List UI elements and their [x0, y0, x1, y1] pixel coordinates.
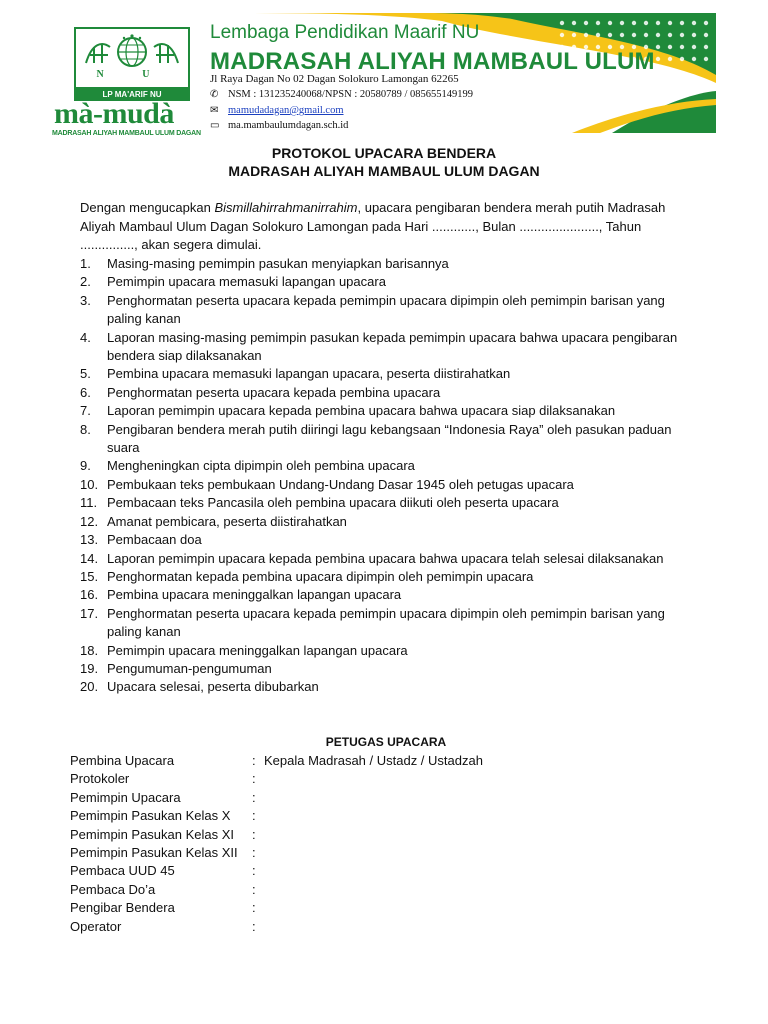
list-item	[80, 660, 700, 678]
email-icon: ✉	[210, 105, 219, 116]
step-text: Masing-masing pemimpin pasukan menyiapkan barisannya	[107, 256, 449, 271]
step-text: Penghormatan peserta upacara kepada pemimpin upacara dipimpin oleh pemimpin barisan yang paling kanan	[107, 605, 665, 640]
list-item	[80, 457, 700, 475]
institution-name: Lembaga Pendidikan Maarif NU	[210, 22, 480, 43]
step-number: 7.	[80, 403, 91, 419]
list-item	[80, 292, 700, 329]
list-item	[80, 402, 700, 420]
step-number: 5.	[80, 366, 91, 382]
intro-italic: Bismillahirrahmanirrahim	[214, 200, 358, 215]
role-colon: :	[252, 900, 256, 916]
letterhead	[52, 13, 716, 137]
list-item	[80, 255, 700, 273]
list-item	[80, 273, 700, 291]
list-item	[80, 678, 700, 696]
list-item	[80, 513, 700, 531]
step-number: 10.	[80, 476, 99, 492]
step-text: Pembacaan doa	[107, 532, 202, 548]
step-number: 9.	[80, 458, 91, 474]
contact-email	[210, 105, 344, 116]
role-label: Pemimpin Pasukan Kelas XII	[70, 844, 238, 860]
step-number: 11.	[80, 495, 98, 511]
role-colon: :	[252, 771, 256, 787]
step-text: Pemimpin upacara memasuki lapangan upacara	[107, 274, 386, 290]
step-number: 4.	[80, 329, 91, 345]
list-item	[80, 329, 700, 366]
list-item	[80, 550, 700, 568]
list-item	[80, 568, 700, 586]
step-number: 6.	[80, 384, 91, 400]
step-number: 15.	[80, 568, 99, 584]
role-label: Pengibar Bendera	[70, 900, 175, 916]
school-name: MADRASAH ALIYAH MAMBAUL ULUM	[210, 48, 655, 75]
step-number: 17.	[80, 605, 99, 621]
role-label: Pemimpin Pasukan Kelas XI	[70, 826, 235, 842]
step-number: 18.	[80, 642, 99, 658]
web-icon: ▭	[210, 120, 220, 131]
role-colon: :	[252, 863, 256, 879]
list-item	[80, 421, 700, 458]
step-text: Penghormatan kepada pembina upacara dipimpin oleh pemimpin upacara	[107, 568, 534, 584]
step-number: 8.	[80, 421, 91, 437]
step-text: Pengibaran bendera merah putih diiringi lagu kebangsaan “Indonesia Raya” oleh pasukan paduan suara	[107, 421, 672, 456]
step-text: Pembukaan teks pembukaan Undang-Undang Dasar 1945 oleh petugas upacara	[107, 476, 574, 492]
role-label: Pemimpin Pasukan Kelas X	[70, 808, 231, 824]
role-label: Operator	[70, 918, 122, 934]
list-item	[80, 531, 700, 549]
role-colon: :	[252, 918, 256, 934]
step-number: 2.	[80, 274, 91, 290]
document-title	[0, 144, 768, 180]
list-item	[80, 384, 700, 402]
role-label: Pembaca UUD 45	[70, 863, 175, 879]
step-text: Mengheningkan cipta dipimpin oleh pembina upacara	[107, 458, 415, 474]
step-number: 16.	[80, 587, 99, 603]
role-colon: :	[252, 826, 256, 842]
role-colon: :	[252, 844, 256, 860]
website-text: ma.mambaulumdagan.sch.id	[228, 120, 349, 131]
step-number: 13.	[80, 532, 99, 548]
role-label: Pemimpin Upacara	[70, 789, 181, 805]
title-line-1: PROTOKOL UPACARA BENDERA	[271, 145, 497, 161]
step-number: 20.	[80, 679, 99, 695]
step-text: Pembacaan teks Pancasila oleh pembina upacara diikuti oleh peserta upacara	[107, 495, 559, 511]
role-colon: :	[252, 789, 256, 805]
role-colon: :	[252, 753, 256, 768]
email-link[interactable]: mamudadagan@gmail.com	[228, 105, 344, 116]
step-text: Laporan pemimpin upacara kepada pembina upacara bahwa upacara siap dilaksanakan	[107, 403, 616, 419]
step-text: Laporan pemimpin upacara kepada pembina upacara bahwa upacara telah selesai dilaksanakan	[107, 550, 664, 566]
step-text: Pembina upacara meninggalkan lapangan upacara	[107, 587, 402, 603]
contact-phone	[210, 89, 473, 100]
list-item	[80, 494, 700, 512]
step-number: 19.	[80, 660, 99, 676]
intro-paragraph	[80, 199, 700, 255]
step-text: Pengumuman-pengumuman	[107, 660, 272, 676]
phone-icon: ✆	[210, 89, 219, 100]
list-item	[80, 365, 700, 383]
intro-rest: , upacara pengibaran bendera merah putih Madrasah Aliyah Mambaul Ulum Dagan Solokuro Lamongan pada Hari ............, Bulan ......................, Tahun ..............., akan segera dimulai.	[80, 200, 666, 252]
step-text: Pembina upacara memasuki lapangan upacara, peserta diistirahatkan	[107, 366, 511, 382]
role-value: Kepala Madrasah / Ustadz / Ustadzah	[264, 753, 483, 768]
school-address: Jl Raya Dagan No 02 Dagan Solokuro Lamongan 62265	[210, 73, 459, 85]
logo-nu-letters: N U	[96, 69, 168, 80]
step-text: Penghormatan peserta upacara kepada pembina upacara	[107, 384, 441, 400]
step-number: 1.	[80, 256, 91, 271]
protocol-steps	[80, 255, 700, 697]
list-item	[80, 605, 700, 642]
contact-website	[210, 120, 348, 131]
role-colon: :	[252, 881, 256, 897]
step-number: 3.	[80, 292, 91, 308]
list-item	[80, 642, 700, 660]
school-logo	[52, 19, 212, 137]
step-text: Amanat pembicara, peserta diistirahatkan	[107, 513, 347, 529]
logo-caption: LP MA'ARIF NU	[74, 89, 190, 101]
nu-emblem	[74, 27, 190, 89]
globe-emblem-icon	[80, 33, 184, 71]
step-text: Laporan masing-masing pemimpin pasukan kepada pemimpin upacara bahwa upacara pengibaran bendera siap dilaksanakan	[107, 329, 678, 364]
list-item	[80, 476, 700, 494]
role-label: Protokoler	[70, 771, 130, 787]
step-text: Penghormatan peserta upacara kepada pemimpin upacara dipimpin oleh pemimpin barisan yang paling kanan	[107, 292, 665, 327]
petugas-title: PETUGAS UPACARA	[325, 735, 447, 749]
step-text: Upacara selesai, peserta dibubarkan	[107, 679, 319, 695]
step-number: 14.	[80, 550, 99, 566]
phone-text: NSM : 131235240068/NPSN : 20580789 / 085655149199	[228, 89, 474, 100]
intro-prefix: Dengan mengucapkan	[80, 200, 215, 215]
title-line-2: MADRASAH ALIYAH MAMBAUL ULUM DAGAN	[228, 163, 540, 179]
role-label: Pembaca Do’a	[70, 881, 156, 897]
step-number: 12.	[80, 513, 99, 529]
brand-wordmark: mà-mudà	[54, 97, 174, 130]
step-text: Pemimpin upacara meninggalkan lapangan upacara	[107, 642, 408, 658]
brand-subtitle: MADRASAH ALIYAH MAMBAUL ULUM DAGAN	[52, 130, 201, 137]
role-label: Pembina Upacara	[70, 753, 175, 768]
role-colon: :	[252, 808, 256, 824]
list-item	[80, 586, 700, 604]
